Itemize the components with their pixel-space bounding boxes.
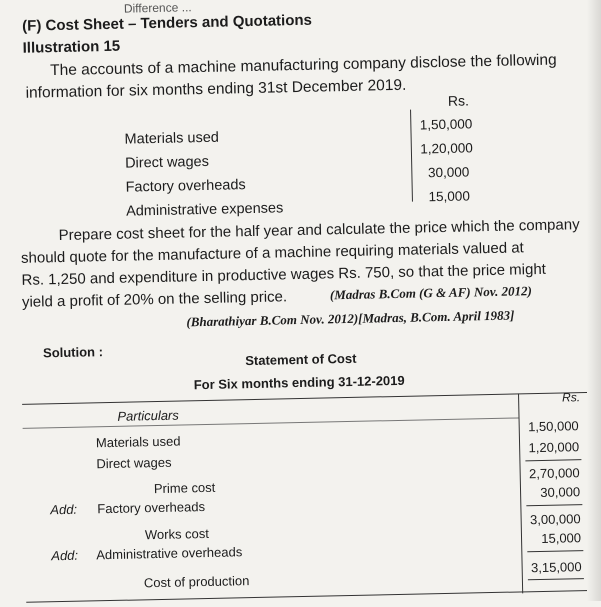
- header-rs: Rs.: [561, 390, 581, 405]
- question-line: Prepare cost sheet for the half year and calculate the price which the company: [58, 216, 580, 245]
- row-label: Cost of production: [143, 573, 250, 591]
- subtotal-rule: [527, 550, 583, 552]
- row-label: Works cost: [144, 525, 210, 543]
- section-title: (F) Cost Sheet – Tenders and Quotations: [22, 11, 313, 35]
- given-value: 1,20,000: [420, 140, 474, 157]
- row-prefix: Add:: [51, 547, 79, 564]
- row-value: 2,70,000: [528, 465, 580, 482]
- row-label: Materials used: [95, 433, 181, 451]
- given-value: 30,000: [427, 164, 470, 181]
- given-currency: Rs.: [447, 92, 470, 109]
- given-value: 1,50,000: [419, 116, 473, 133]
- statement-title: Statement of Cost: [245, 350, 357, 369]
- row-label: Prime cost: [153, 479, 216, 497]
- illustration-label: Illustration 15: [22, 37, 121, 57]
- given-label: Administrative expenses: [125, 200, 284, 220]
- row-value: 3,15,000: [530, 559, 582, 576]
- given-label: Direct wages: [124, 153, 210, 172]
- subtotal-rule: [526, 504, 582, 506]
- subtotal-rule: [525, 459, 581, 461]
- source-citation: (Madras B.Com (G & AF) Nov. 2012): [329, 283, 532, 303]
- row-value: 1,20,000: [528, 439, 580, 456]
- given-label: Materials used: [124, 129, 220, 148]
- row-value: 3,00,000: [529, 511, 581, 528]
- row-label: Administrative overheads: [96, 544, 243, 563]
- total-rule: [528, 578, 584, 580]
- row-label: Direct wages: [96, 454, 172, 472]
- header-particulars: Particulars: [117, 407, 179, 424]
- row-prefix: Add:: [50, 501, 78, 518]
- cut-header: Difference ...: [123, 0, 192, 16]
- source-citation: (Bharathiyar B.Com Nov. 2012)[Madras, B.Com. April 1983]: [186, 307, 515, 330]
- row-value: 1,50,000: [527, 418, 579, 435]
- row-value: 15,000: [541, 530, 582, 546]
- intro-line-1: The accounts of a machine manufacturing company disclose the following: [49, 51, 557, 80]
- question-line: Rs. 1,250 and expenditure in productive wages Rs. 750, so that the price might: [21, 260, 547, 289]
- solution-label: Solution :: [42, 344, 104, 361]
- row-label: Factory overheads: [97, 499, 206, 517]
- question-line: yield a profit of 20% on the selling price.: [21, 288, 288, 311]
- intro-line-2: information for six months ending 31st December 2019.: [25, 76, 407, 102]
- statement-subtitle: For Six months ending 31-12-2019: [193, 372, 405, 393]
- row-value: 30,000: [540, 484, 581, 501]
- table-top-rule: [22, 392, 592, 405]
- question-line: should quote for the manufacture of a machine requiring materials valued at: [20, 239, 524, 267]
- page-edge-shadow: [587, 0, 601, 601]
- given-label: Factory overheads: [125, 177, 246, 196]
- table-header-rule: [23, 417, 519, 428]
- given-value: 15,000: [428, 188, 471, 205]
